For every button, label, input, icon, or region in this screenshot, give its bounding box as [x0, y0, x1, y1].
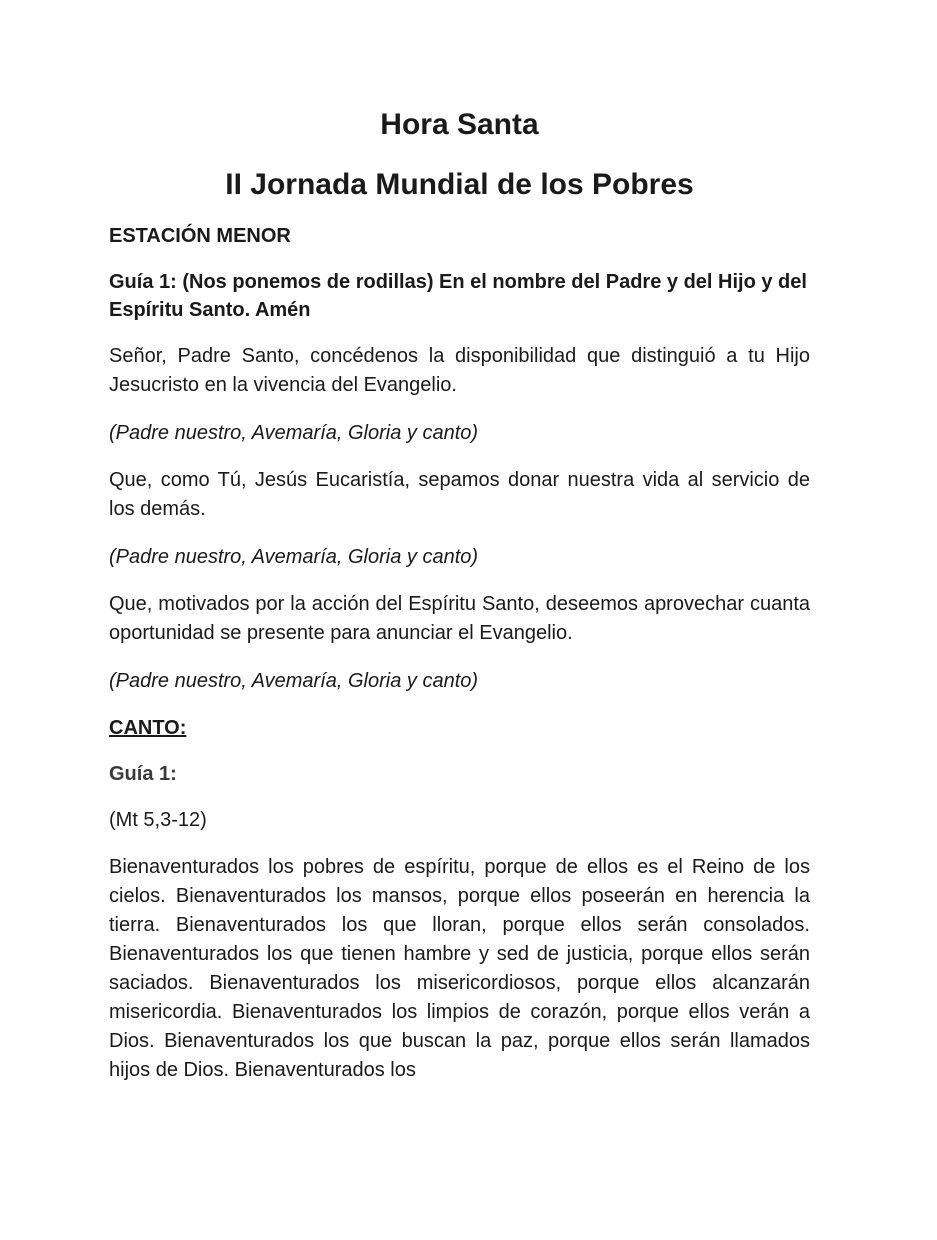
section-heading-song: CANTO:: [109, 717, 187, 739]
beatitudes-paragraph: Bienaventurados los pobres de espíritu, porque de ellos es el Reino de los cielos. Bienaventurados los mansos, porque ellos poseerán en herencia la tierra. Bienaventurados los que lloran, porque ellos serán consolados. Bienaventurados los que tienen hambre y sed de justicia, porque ellos serán saciados. Bienaventurados los misericordiosos, porque ellos alcanzarán misericordia. Bienaventurados los limpios de corazón, porque ellos verán a Dios. Bienaventurados los que buscan la paz, porque ellos serán llamados hijos de Dios. Bienaventurados los: [109, 856, 810, 1081]
guide-invocation: Guía 1: (Nos ponemos de rodillas) En el nombre del Padre y del Hijo y del Espíritu Santo. Amén: [109, 271, 807, 321]
guide-label: Guía 1:: [109, 763, 177, 785]
prayer-note-2: (Padre nuestro, Avemaría, Gloria y canto): [109, 546, 479, 568]
document-page: [109, 104, 810, 1085]
paragraph-2: Que, como Tú, Jesús Eucaristía, sepamos donar nuestra vida al servicio de los demás.: [109, 469, 810, 520]
scripture-citation: (Mt 5,3-12): [109, 809, 207, 831]
prayer-note-1: (Padre nuestro, Avemaría, Gloria y canto): [109, 422, 479, 444]
prayer-note-3: (Padre nuestro, Avemaría, Gloria y canto): [109, 670, 479, 692]
document-title: Hora Santa: [380, 108, 539, 141]
section-heading-station: ESTACIÓN MENOR: [109, 225, 291, 247]
paragraph-3: Que, motivados por la acción del Espíritu Santo, deseemos aprovechar cuanta oportunidad se presente para anunciar el Evangelio.: [109, 593, 810, 644]
document-subtitle: II Jornada Mundial de los Pobres: [225, 168, 694, 201]
paragraph-1: Señor, Padre Santo, concédenos la disponibilidad que distinguió a tu Hijo Jesucristo en la vivencia del Evangelio.: [109, 345, 810, 396]
